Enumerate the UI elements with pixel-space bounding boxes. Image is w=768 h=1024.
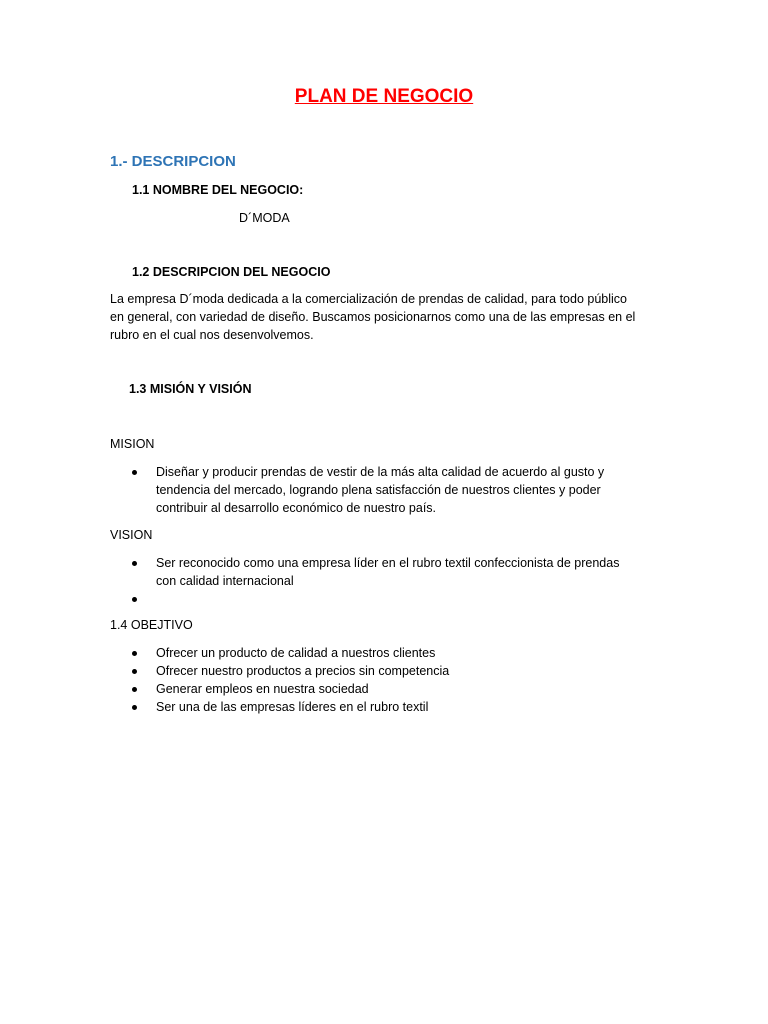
vision-list (110, 554, 670, 608)
list-item-text: Ser una de las empresas líderes en el rubro textil (156, 700, 429, 714)
list-item (110, 644, 670, 662)
list-item-text: Ofrecer nuestro productos a precios sin competencia (156, 664, 450, 678)
list-item-text: Generar empleos en nuestra sociedad (156, 682, 369, 696)
section-descripcion-heading: 1.- DESCRIPCION (110, 153, 236, 170)
business-name: D´MODA (239, 211, 290, 225)
bullet-icon (132, 470, 137, 475)
list-item (110, 698, 670, 716)
list-item (110, 554, 670, 590)
list-item-line: contribuir al desarrollo económico de nuestro país. (156, 501, 437, 515)
bullet-icon (132, 705, 137, 710)
bullet-icon (132, 651, 137, 656)
vision-label: VISION (110, 528, 153, 542)
bullet-icon (132, 687, 137, 692)
bullet-icon (132, 597, 137, 602)
description-paragraph (110, 290, 670, 344)
mision-list (110, 463, 670, 517)
subsection-nombre-heading: 1.1 NOMBRE DEL NEGOCIO: (132, 183, 304, 197)
bullet-icon (132, 561, 137, 566)
list-item (110, 590, 670, 608)
document-title (0, 86, 768, 108)
list-item (110, 463, 670, 517)
description-line: en general, con variedad de diseño. Buscamos posicionarnos como una de las empresas en el (110, 310, 636, 324)
list-item (110, 662, 670, 680)
list-item-line: Diseñar y producir prendas de vestir de la más alta calidad de acuerdo al gusto y (156, 465, 605, 479)
list-item-line: con calidad internacional (156, 574, 294, 588)
bullet-icon (132, 669, 137, 674)
description-line: rubro en el cual nos desenvolvemos. (110, 328, 314, 342)
mision-label: MISION (110, 437, 155, 451)
objetivo-label: 1.4 OBEJTIVO (110, 618, 193, 632)
subsection-mision-vision-heading: 1.3 MISIÓN Y VISIÓN (129, 382, 252, 396)
list-item-line: Ser reconocido como una empresa líder en el rubro textil confeccionista de prendas (156, 556, 620, 570)
list-item-line: tendencia del mercado, logrando plena satisfacción de nuestros clientes y poder (156, 483, 601, 497)
list-item-text: Ofrecer un producto de calidad a nuestros clientes (156, 646, 436, 660)
description-line: La empresa D´moda dedicada a la comercialización de prendas de calidad, para todo público (110, 292, 627, 306)
objetivo-list (110, 644, 670, 716)
list-item (110, 680, 670, 698)
document-title-text: PLAN DE NEGOCIO (294, 86, 474, 107)
subsection-descripcion-heading: 1.2 DESCRIPCION DEL NEGOCIO (132, 265, 331, 279)
